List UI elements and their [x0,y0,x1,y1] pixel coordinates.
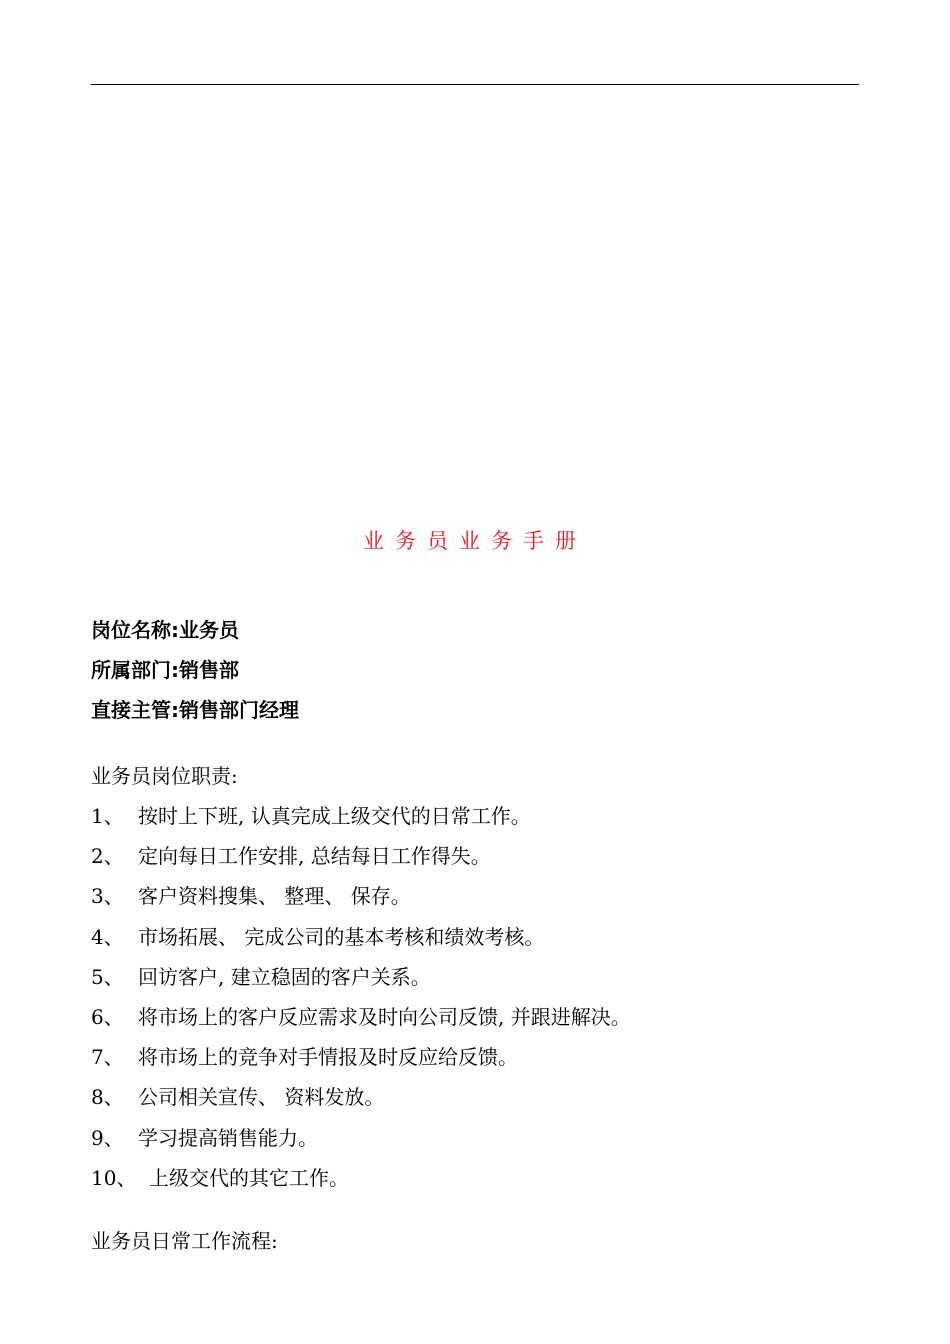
list-item-text: 定向每日工作安排, 总结每日工作得失。 [138,844,491,869]
meta-value: 销售部门经理 [179,698,299,722]
list-item-number: 3、 [91,884,124,909]
meta-row-department [91,652,791,692]
meta-value: 业务员 [179,618,239,642]
meta-label: 岗位名称: [91,618,179,642]
list-item [91,796,871,836]
list-item-number: 2、 [91,844,124,869]
list-item [91,1158,871,1198]
duties-heading: 业务员岗位职责: [91,764,238,788]
list-item-text: 将市场上的竞争对手情报及时反应给反馈。 [138,1045,518,1070]
workflow-section [91,1221,871,1261]
list-item-number: 6、 [91,1004,124,1029]
list-item-number: 5、 [91,964,124,989]
list-item-number: 7、 [91,1045,124,1070]
list-item [91,1118,871,1158]
duties-section [91,756,871,1198]
list-item-text: 回访客户, 建立稳固的客户关系。 [138,964,431,989]
list-item-number: 10、 [91,1165,137,1190]
list-item-text: 按时上下班, 认真完成上级交代的日常工作。 [138,804,531,828]
list-item-text: 将市场上的客户反应需求及时向公司反馈, 并跟进解决。 [138,1004,631,1029]
list-item [91,997,871,1037]
list-item-text: 学习提高销售能力。 [138,1125,318,1150]
meta-value: 销售部 [179,658,239,682]
list-item [91,836,871,876]
duties-list [91,796,871,1198]
meta-label: 直接主管: [91,698,179,722]
list-item [91,876,871,916]
meta-row-supervisor [91,692,791,732]
meta-row-position [91,612,791,652]
list-item [91,1077,871,1117]
workflow-heading: 业务员日常工作流程: [91,1229,278,1253]
list-item-number: 8、 [91,1085,124,1110]
header-rule [91,84,859,85]
list-item-number: 1、 [91,804,124,828]
list-item-text: 上级交代的其它工作。 [149,1165,349,1190]
list-item [91,1037,871,1077]
list-item-text: 公司相关宣传、 资料发放。 [138,1085,385,1110]
list-item [91,917,871,957]
document-title: 业务员业务手册 [363,529,587,553]
job-meta-block [91,612,791,732]
list-item-number: 9、 [91,1125,124,1150]
list-item-text: 客户资料搜集、 整理、 保存。 [138,884,411,909]
list-item [91,957,871,997]
meta-label: 所属部门: [91,658,179,682]
list-item-text: 市场拓展、 完成公司的基本考核和绩效考核。 [138,924,545,949]
list-item-number: 4、 [91,924,124,949]
